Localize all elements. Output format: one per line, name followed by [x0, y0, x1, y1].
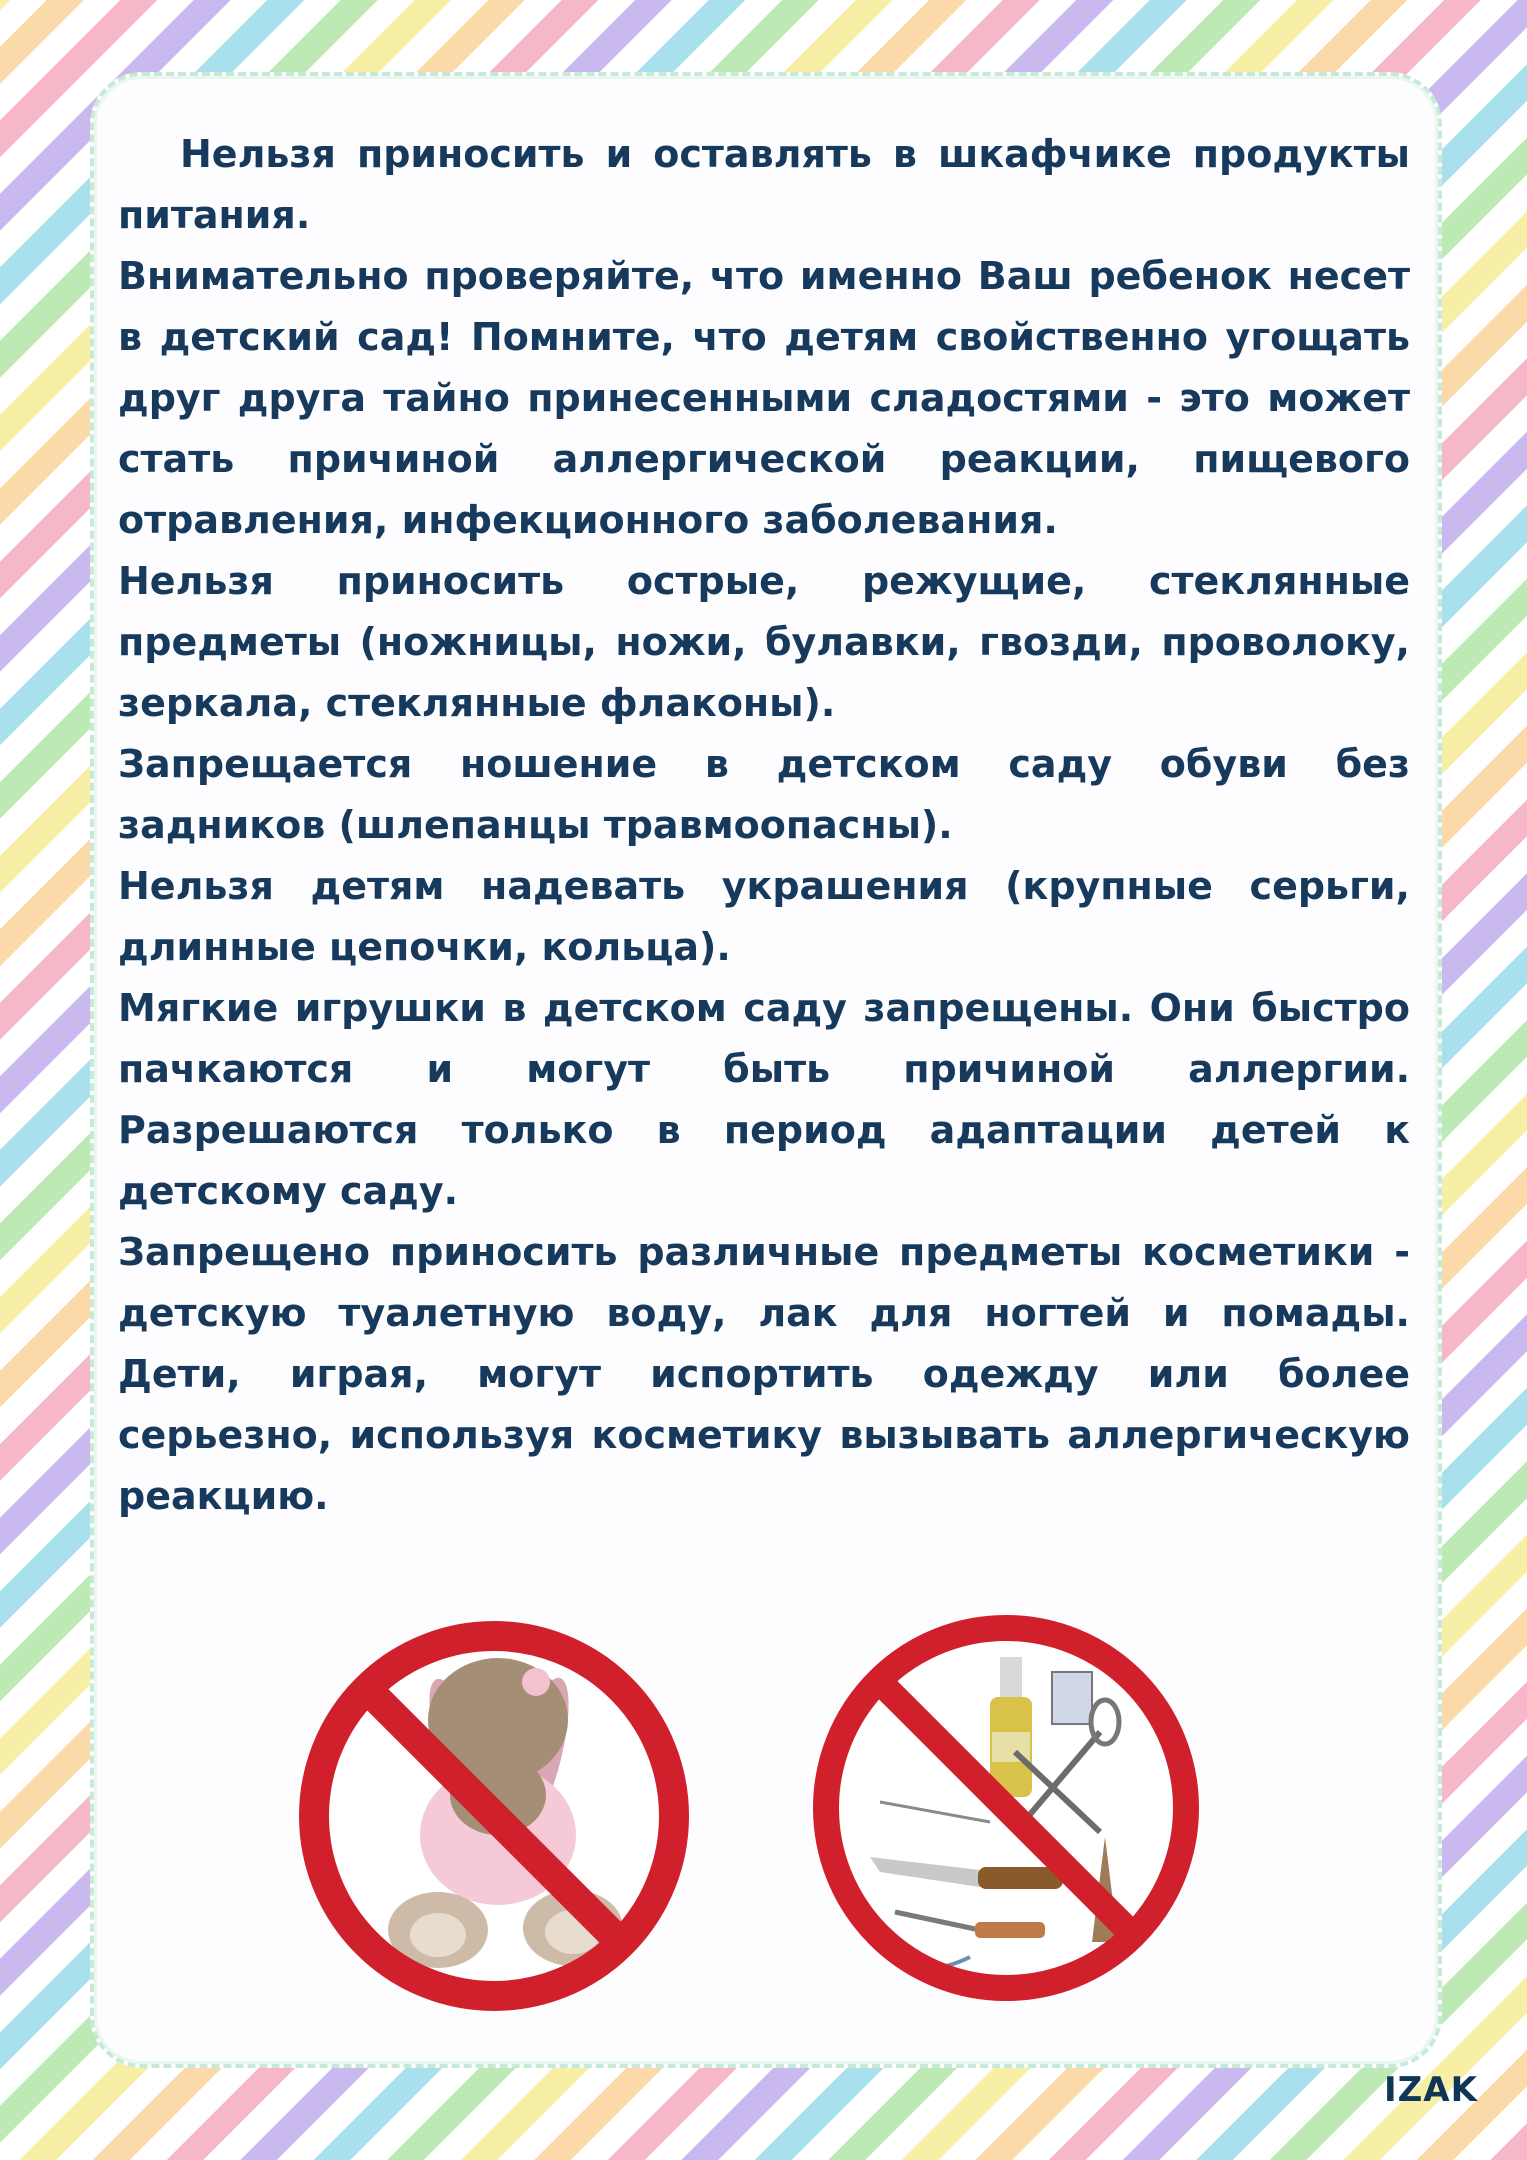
rule-jewelry: Нельзя детям надевать украшения (крупные серьги, длинные цепочки, кольца). [118, 864, 1410, 969]
prohibited-sharp-objects-icon [800, 1602, 1212, 2014]
rules-text [118, 124, 1410, 1527]
rule-check-items: Внимательно проверяйте, что именно Ваш ребенок несет в детский сад! Помните, что детям свойственно угощать друг друга тайно принесенными сладостями - это может стать причиной аллергической реакции, пищевого отравления, инфекционного заболевания. [118, 254, 1410, 542]
rule-cosmetics: Запрещено приносить различные предметы косметики - детскую туалетную воду, лак для ногтей и помады. Дети, играя, могут испортить одежду или более серьезно, используя косметику вызывать аллергическую реакцию. [118, 1230, 1410, 1518]
prohibited-soft-toy-icon [288, 1610, 700, 2022]
rule-food: Нельзя приносить и оставлять в шкафчике продукты питания. [118, 132, 1410, 237]
rule-shoes: Запрещается ношение в детском саду обуви без задников (шлепанцы травмоопасны). [118, 742, 1410, 847]
logo: IZAK [1384, 2070, 1478, 2110]
rule-soft-toys: Мягкие игрушки в детском саду запрещены. Они быстро пачкаются и могут быть причиной аллергии. Разрешаются только в период адаптации детей к детскому саду. [118, 986, 1410, 1213]
rule-sharp-objects: Нельзя приносить острые, режущие, стеклянные предметы (ножницы, ножи, булавки, гвозди, проволоку, зеркала, стеклянные флаконы). [118, 559, 1410, 725]
